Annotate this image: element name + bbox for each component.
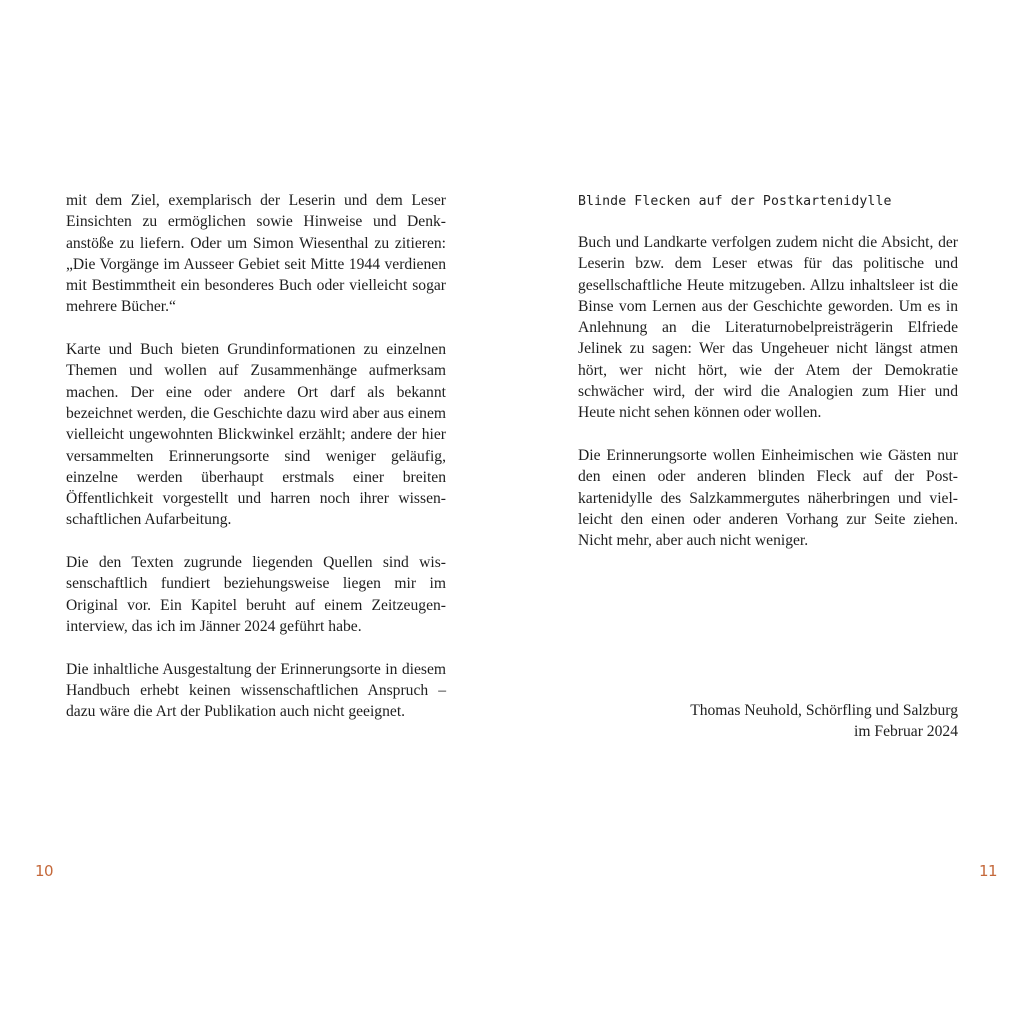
paragraph: Die inhaltliche Ausgestaltung der Erinnerungsorte in diesem Handbuch erhebt keinen wissenschaftlichen Anspruch – dazu wäre die Art der Publikation auch nicht geeignet. xyxy=(66,660,446,721)
paragraph: Karte und Buch bieten Grundinformationen zu einzelnen Themen und wollen auf Zusammenhänge aufmerksam machen. Der eine oder andere Ort darf als bekannt bezeichnet werden, die Geschichte dazu wird aber aus einem vielleicht ungewohnten Blickwinkel erzählt; andere der hier versammelten Erinnerungsorte sind weniger geläufig, einzelne werden überhaupt erstmals einer breiten Öffentlichkeit vorgestellt und harren noch ihrer wissenschaftlichen Aufarbeitung. xyxy=(66,341,446,529)
right-page xyxy=(512,0,1024,1024)
section-heading: Blinde Flecken auf der Postkartenidylle xyxy=(578,194,892,209)
signature-name-line: Thomas Neuhold, Schörfling und Salzburg xyxy=(690,702,958,719)
page-number-right: 11 xyxy=(979,862,998,880)
page-number-left: 10 xyxy=(35,862,54,880)
paragraph: Buch und Landkarte verfolgen zudem nicht die Absicht, der Leserin bzw. dem Leser etwas für das politische und gesellschaftliche Heute mitzugeben. Allzu inhaltsleer ist die Binse vom Lernen aus der Geschichte geworden. Um es in Anlehnung an die Literaturnobelpreisträgerin Elfriede Jelinek zu sagen: Wer das Ungeheuer nicht längst atmen hört, wer nicht hört, wie der Atem der Demokratie schwächer wird, der wird die Analogien zum Hier und Heute nicht sehen können oder wollen. xyxy=(578,234,958,422)
signature xyxy=(578,700,958,743)
signature-date-line: im Februar 2024 xyxy=(854,723,958,741)
left-text-column xyxy=(66,190,446,744)
paragraph: Die den Texten zugrunde liegenden Quellen sind wissenschaftlich fundiert beziehungsweise liegen mir im Original vor. Ein Kapitel beruht auf einem Zeitzeugeninterview, das ich im Jänner 2024 geführt habe. xyxy=(66,554,446,635)
paragraph: mit dem Ziel, exemplarisch der Leserin und dem Leser Einsichten zu ermöglichen sowie Hinweise und Denkanstöße zu liefern. Oder um Simon Wiesenthal zu zitieren: „Die Vorgänge im Ausseer Gebiet seit Mitte 1944 verdienen mit Bestimmtheit ein besonderes Buch oder vielleicht sogar mehrere Bücher.“ xyxy=(66,192,446,316)
right-text-column xyxy=(578,190,958,573)
paragraph: Die Erinnerungsorte wollen Einheimischen wie Gästen nur den einen oder anderen blinden Fleck auf der Postkartenidylle des Salzkammergutes näherbringen und vielleicht den einen oder anderen Vorhang zur Seite ziehen. Nicht mehr, aber auch nicht weniger. xyxy=(578,446,958,550)
